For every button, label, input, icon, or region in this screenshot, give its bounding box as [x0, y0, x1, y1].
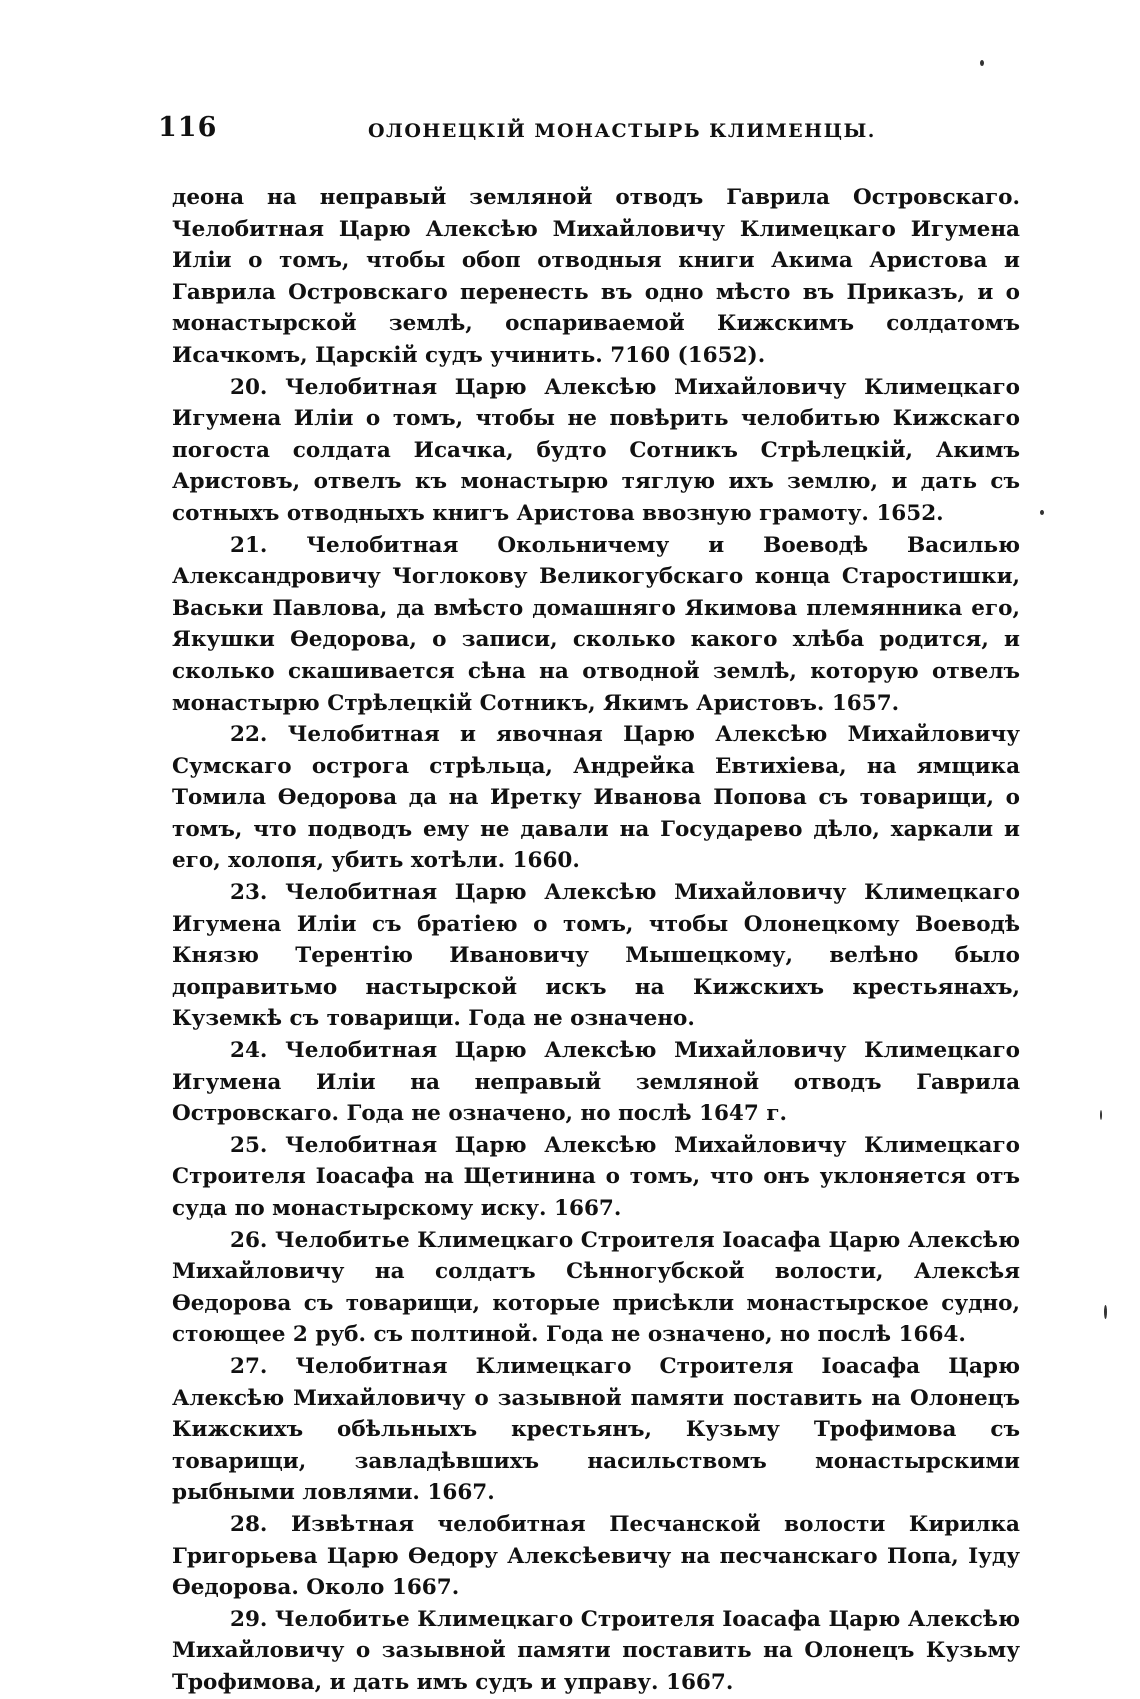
running-title: ОЛОНЕЦКІЙ МОНАСТЫРЬ КЛИМЕНЦЫ. — [368, 120, 876, 142]
entry-24: 24. Челобитная Царю Алексѣю Михайловичу Климецкаго Игумена Иліи на неправый земляной отводъ Гаврила Островскаго. Года не означено, но послѣ 1647 г. — [172, 1038, 1020, 1127]
scan-speck — [1100, 1110, 1102, 1120]
scan-speck — [980, 60, 984, 66]
entry-29: 29. Челобитье Климецкаго Строителя Іоасафа Царю Алексѣю Михайловичу о зазывной памяти поставить на Олонецъ Кузьму Трофимова, и дать имъ судъ и управу. 1667. — [172, 1606, 1020, 1695]
page-number: 116 — [158, 112, 218, 143]
entry-27: 27. Челобитная Климецкаго Строителя Іоасафа Царю Алексѣю Михайловичу о зазывной памяти поставить на Олонецъ Кижскихъ обѣльныхъ крестьянъ, Кузьму Трофимова съ товарищи, завладѣвшихъ насильствомъ монастырскими рыбными ловлями. 1667. — [172, 1353, 1020, 1506]
entry-21: 21. Челобитная Окольничему и Воеводѣ Василью Александровичу Чоглокову Великогубскаго конца Старостишки, Васьки Павлова, да вмѣсто домашняго Якимова племянника его, Якушки Ѳедорова, о записи, сколько какого хлѣба родится, и сколько скашивается сѣна на отводной землѣ, которую отвелъ монастырю Стрѣлецкій Сотникъ, Якимъ Аристовъ. 1657. — [172, 532, 1020, 716]
body-text — [172, 182, 1020, 1699]
entry-20: 20. Челобитная Царю Алексѣю Михайловичу Климецкаго Игумена Иліи о томъ, чтобы не повѣрить челобитью Кижскаго погоста солдата Исачка, будто Сотникъ Стрѣлецкій, Акимъ Аристовъ, отвелъ къ монастырю тяглую ихъ землю, и дать съ сотныхъ отводныхъ книгъ Аристова ввозную грамоту. 1652. — [172, 374, 1020, 526]
entry-22: 22. Челобитная и явочная Царю Алексѣю Михайловичу Сумскаго острога стрѣльца, Андрейка Евтихіева, на ямщика Томила Ѳедорова да на Иретку Иванова Попова съ товарищи, о томъ, что подводъ ему не давали на Государево дѣло, харкали и его, холопя, убить хотѣли. 1660. — [172, 722, 1020, 874]
scan-speck — [1104, 1305, 1107, 1319]
entry-25: 25. Челобитная Царю Алексѣю Михайловичу Климецкаго Строителя Іоасафа на Щетинина о томъ, что онъ уклоняется отъ суда по монастырскому иску. 1667. — [172, 1132, 1020, 1221]
page-header — [158, 112, 1018, 152]
scan-speck — [1040, 510, 1044, 515]
entry-28: 28. Извѣтная челобитная Песчанской волости Кирилка Григорьева Царю Ѳедору Алексѣевичу на песчанскаго Попа, Іуду Ѳедорова. Около 1667. — [172, 1511, 1020, 1601]
entry-23: 23. Челобитная Царю Алексѣю Михайловичу Климецкаго Игумена Иліи съ братіею о томъ, чтобы Олонецкому Воеводѣ Князю Терентію Ивановичу Мышецкому, велѣно было доправитьмо настырской искъ на Кижскихъ крестьянахъ, Куземкѣ съ товарищи. Года не означено. — [172, 880, 1020, 1032]
paragraph-continuation: деона на неправый земляной отводъ Гаврила Островскаго. Челобитная Царю Алексѣю Михайловичу Климецкаго Игумена Иліи о томъ, чтобы обоп отводныя книги Акима Аристова и Гаврила Островскаго перенесть въ одно мѣсто въ Приказъ, и о монастырской землѣ, оспариваемой Кижскимъ солдатомъ Исачкомъ, Царскій судъ учинить. 7160 (1652). — [172, 185, 1020, 368]
entry-26: 26. Челобитье Климецкаго Строителя Іоасафа Царю Алексѣю Михайловичу на солдатъ Сѣнногубской волости, Алексѣя Ѳедорова съ товарищи, которые присѣкли монастырское судно, стоющее 2 руб. съ полтиной. Года не означено, но послѣ 1664. — [172, 1227, 1020, 1348]
